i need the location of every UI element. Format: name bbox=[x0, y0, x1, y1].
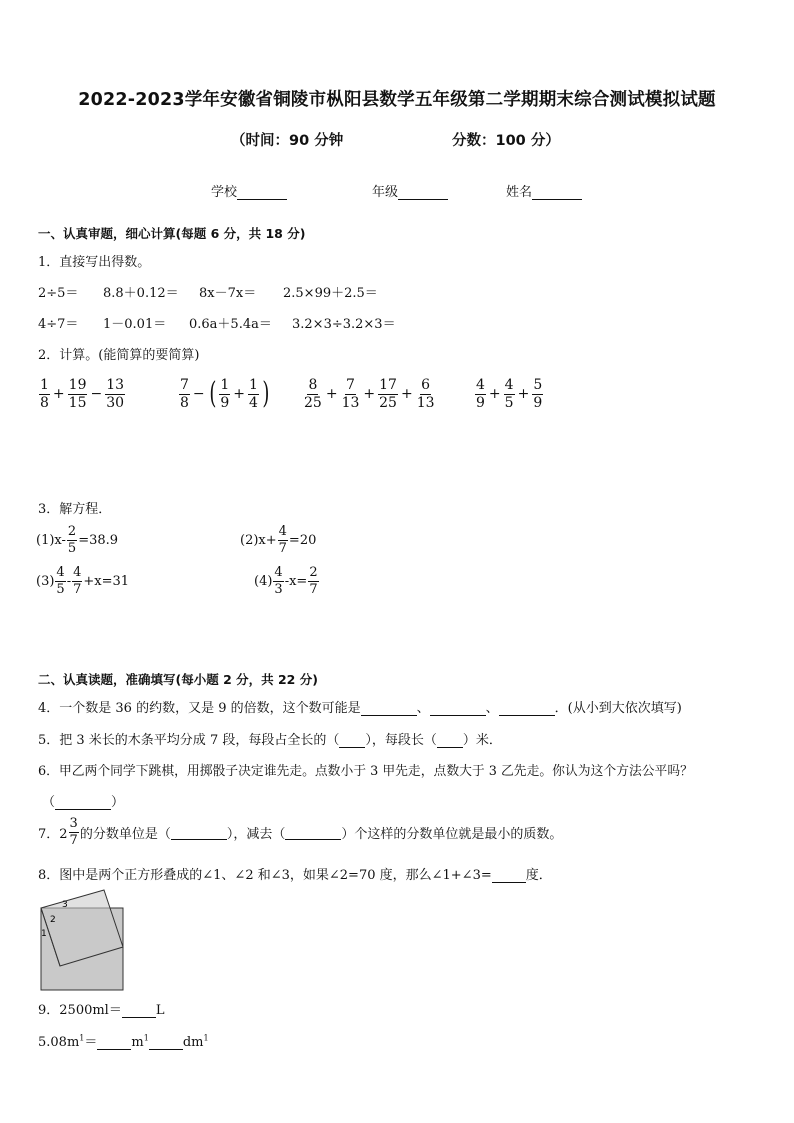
calc-item: 4÷7＝ bbox=[38, 317, 79, 332]
fraction: $\frac{1}{4}$ bbox=[249, 377, 258, 411]
calc-item: 2÷5＝ bbox=[38, 286, 79, 301]
angle-label-1: 1 bbox=[41, 929, 47, 939]
calc-expression-1: $\frac{1}{8}$ + $\frac{19}{15}$ − $\frac{13}{30}$ bbox=[40, 377, 125, 411]
equation-1: (1)x- $\frac{2}{5}$ =38.9 bbox=[36, 524, 119, 556]
fraction: $\frac{4}{3}$ bbox=[274, 565, 283, 597]
angle-label-3: 3 bbox=[62, 900, 68, 910]
calc-item: 0.6a＋5.4a＝ bbox=[189, 317, 272, 332]
name-label: 姓名 bbox=[506, 185, 533, 200]
fraction: $\frac{6}{13}$ bbox=[416, 377, 435, 411]
q7-text: 7．2 $\frac{3}{7}$ 的分数单位是（ ），减去（ ）个这样的分数单位就是最小的质数。 bbox=[38, 816, 563, 848]
school-blank[interactable] bbox=[237, 185, 287, 200]
equation-2: (2)x+ $\frac{4}{7}$ =20 bbox=[240, 524, 317, 556]
grade-blank[interactable] bbox=[398, 185, 448, 200]
answer-blank[interactable] bbox=[339, 733, 365, 748]
answer-blank[interactable] bbox=[437, 733, 463, 748]
answer-blank[interactable] bbox=[149, 1035, 183, 1050]
name-blank[interactable] bbox=[532, 185, 582, 200]
q3-label: 3．解方程． bbox=[38, 502, 112, 517]
calc-expression-4: $\frac{4}{9}$ + $\frac{4}{5}$ + $\frac{5}{9}$ bbox=[476, 377, 543, 411]
q2-label: 2．计算。(能简算的要简算) bbox=[38, 348, 200, 363]
section1-heading: 一、认真审题，细心计算(每题 6 分，共 18 分) bbox=[38, 226, 306, 241]
fraction: $\frac{13}{30}$ bbox=[106, 377, 125, 411]
answer-blank[interactable] bbox=[97, 1035, 131, 1050]
school-field bbox=[211, 181, 287, 200]
q9-text-2: $5.08m^1= m^1$ $dm^1$ bbox=[38, 1033, 209, 1050]
answer-blank[interactable] bbox=[122, 1003, 156, 1018]
answer-blank[interactable] bbox=[492, 868, 526, 883]
fraction: $\frac{3}{7}$ bbox=[69, 816, 78, 848]
calc-expression-2: $\frac{7}{8}$ − ( $\frac{1}{9}$ + $\frac{1}{4}$ ) bbox=[180, 376, 270, 412]
overlapping-squares-figure bbox=[40, 887, 140, 992]
calc-expression-3: $\frac{8}{25}$ + $\frac{7}{13}$ + $\frac{17}{25}$ + $\frac{6}{13}$ bbox=[304, 377, 435, 411]
fraction: $\frac{2}{5}$ bbox=[67, 524, 77, 556]
grade-field bbox=[372, 181, 448, 200]
fraction: $\frac{2}{7}$ bbox=[309, 565, 318, 597]
q4-text: 4．一个数是 36 的约数，又是 9 的倍数，这个数可能是 、 、 ．(从小到大依次填写) bbox=[38, 701, 682, 716]
answer-blank[interactable] bbox=[285, 825, 341, 840]
fraction: $\frac{7}{8}$ bbox=[180, 377, 189, 411]
equation-4: (4) $\frac{4}{3}$ -x= $\frac{2}{7}$ bbox=[254, 565, 318, 597]
answer-blank[interactable] bbox=[55, 795, 111, 810]
fraction: $\frac{4}{9}$ bbox=[476, 377, 485, 411]
time-label: （时间：90 分钟 bbox=[231, 133, 344, 149]
calc-item: 3.2×3÷3.2×3＝ bbox=[292, 317, 396, 332]
fraction: $\frac{4}{5}$ bbox=[504, 377, 514, 411]
answer-blank[interactable] bbox=[499, 701, 555, 716]
fraction: $\frac{1}{9}$ bbox=[220, 377, 230, 411]
calc-item: 1－0.01＝ bbox=[103, 317, 167, 332]
answer-blank[interactable] bbox=[361, 701, 417, 716]
calc-item: 2.5×99＋2.5＝ bbox=[283, 286, 378, 301]
q8-text: 8．图中是两个正方形叠成的∠1、∠2 和∠3，如果∠2=70 度，那么∠1+∠3= 度． bbox=[38, 868, 552, 883]
grade-label: 年级 bbox=[372, 185, 399, 200]
fraction: $\frac{19}{15}$ bbox=[68, 377, 87, 411]
fraction: $\frac{17}{25}$ bbox=[379, 377, 397, 411]
q9-text: 9．2500ml＝ L bbox=[38, 1003, 165, 1018]
q6-text: 6．甲乙两个同学下跳棋，用掷骰子决定谁先走。点数小于 3 甲先走，点数大于 3 乙先走。你认为这个方法公平吗？ bbox=[38, 764, 693, 779]
fraction: $\frac{5}{9}$ bbox=[533, 377, 543, 411]
page-title: 2022-2023学年安徽省铜陵市枞阳县数学五年级第二学期期末综合测试模拟试题 bbox=[78, 90, 716, 110]
calc-item: 8.8＋0.12＝ bbox=[103, 286, 179, 301]
equation-3: (3) $\frac{4}{5}$ - $\frac{4}{7}$ +x=31 bbox=[36, 565, 130, 597]
q1-label: 1．直接写出得数。 bbox=[38, 255, 151, 270]
q6-answer: （ ） bbox=[42, 795, 125, 810]
answer-blank[interactable] bbox=[430, 701, 486, 716]
fraction: $\frac{8}{25}$ bbox=[304, 377, 322, 411]
fraction: $\frac{1}{8}$ bbox=[40, 377, 49, 411]
fraction: $\frac{7}{13}$ bbox=[341, 377, 360, 411]
calc-item: 8x－7x＝ bbox=[199, 286, 257, 301]
school-label: 学校 bbox=[211, 185, 238, 200]
fraction: $\frac{4}{7}$ bbox=[278, 524, 287, 556]
fraction: $\frac{4}{7}$ bbox=[73, 565, 82, 597]
section2-heading: 二、认真读题，准确填写(每小题 2 分，共 22 分) bbox=[38, 672, 318, 687]
angle-label-2: 2 bbox=[50, 915, 56, 925]
answer-blank[interactable] bbox=[171, 825, 227, 840]
fraction: $\frac{4}{5}$ bbox=[56, 565, 65, 597]
q5-text: 5．把 3 米长的木条平均分成 7 段，每段占全长的（ ），每段长（ ）米． bbox=[38, 733, 502, 748]
name-field bbox=[506, 181, 582, 200]
score-label: 分数：100 分） bbox=[452, 133, 560, 149]
